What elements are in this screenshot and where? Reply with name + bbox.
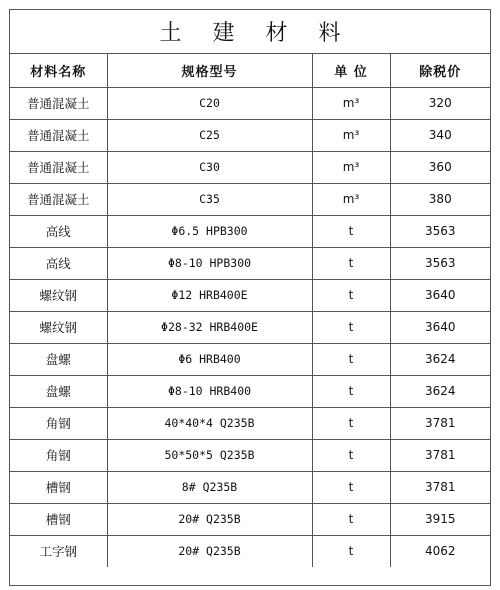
- table-row: [10, 311, 490, 343]
- table-row: [10, 119, 490, 151]
- cell-spec: Φ6.5 HPB300: [107, 215, 312, 247]
- cell-price: 320: [390, 87, 490, 119]
- cell-price: 3781: [390, 471, 490, 503]
- header-row: [10, 54, 490, 87]
- header-unit: 单 位: [312, 54, 390, 87]
- cell-price: 3781: [390, 439, 490, 471]
- cell-price: 4062: [424, 544, 456, 559]
- cell-spec: C20: [107, 87, 312, 119]
- cell-spec: Φ8-10 HRB400: [107, 375, 312, 407]
- cell-unit: m³: [312, 151, 390, 183]
- cell-unit: t: [312, 439, 390, 471]
- cell-material-name: 角钢: [10, 439, 107, 471]
- cell-spec: 8# Q235B: [107, 471, 312, 503]
- cell-unit: t: [312, 407, 390, 439]
- cell-material-name: 槽钢: [10, 503, 107, 535]
- cell-spec: C35: [107, 183, 312, 215]
- cell-price: 380: [390, 183, 490, 215]
- table-row: [10, 151, 490, 183]
- cell-spec: C25: [107, 119, 312, 151]
- table-row: [10, 471, 490, 503]
- cell-unit: t: [312, 503, 390, 535]
- table-row: [10, 535, 490, 567]
- table-row: [10, 87, 490, 119]
- cell-price: 3640: [390, 311, 490, 343]
- cell-spec: 20# Q235B: [107, 503, 312, 535]
- cell-unit: t: [312, 535, 390, 567]
- cell-unit: t: [312, 311, 390, 343]
- cell-spec: C30: [107, 151, 312, 183]
- cell-material-name: 盘螺: [10, 343, 107, 375]
- cell-unit: m³: [312, 87, 390, 119]
- cell-price: 3640: [390, 279, 490, 311]
- price-table-sheet: [9, 9, 491, 586]
- cell-material-name: 工字钢: [10, 535, 107, 567]
- table-row: [10, 183, 490, 215]
- table-row: [10, 439, 490, 471]
- header-spec: 规格型号: [107, 54, 312, 87]
- cell-spec: Φ12 HRB400E: [107, 279, 312, 311]
- cell-price: 3624: [390, 375, 490, 407]
- cell-price: 3781: [390, 407, 490, 439]
- table-row: [10, 279, 490, 311]
- cell-spec: Φ28-32 HRB400E: [107, 311, 312, 343]
- table-row: [10, 407, 490, 439]
- table-row: [10, 247, 490, 279]
- table-title: 土 建 材 料: [10, 10, 490, 54]
- table-row: [10, 375, 490, 407]
- table-row: [10, 215, 490, 247]
- cell-price: 3624: [390, 343, 490, 375]
- cell-material-name: 盘螺: [10, 375, 107, 407]
- cell-spec: 20# Q235B: [107, 535, 312, 567]
- cell-unit: m³: [312, 119, 390, 151]
- cell-price: 3915: [390, 503, 490, 535]
- cell-unit: t: [312, 375, 390, 407]
- cell-material-name: 螺纹钢: [10, 279, 107, 311]
- materials-table: [10, 54, 490, 567]
- cell-unit: t: [312, 343, 390, 375]
- cell-spec: Φ6 HRB400: [107, 343, 312, 375]
- cell-price: 3563: [390, 215, 490, 247]
- cell-material-name: 普通混凝土: [10, 119, 107, 151]
- cell-price: 3563: [390, 247, 490, 279]
- cell-spec: 40*40*4 Q235B: [107, 407, 312, 439]
- cell-material-name: 螺纹钢: [10, 311, 107, 343]
- header-material-name: 材料名称: [10, 54, 107, 87]
- cell-material-name: 高线: [10, 247, 107, 279]
- cell-material-name: 普通混凝土: [10, 183, 107, 215]
- cell-unit: t: [312, 247, 390, 279]
- cell-material-name: 普通混凝土: [10, 87, 107, 119]
- cell-material-name: 角钢: [10, 407, 107, 439]
- cell-unit: t: [312, 215, 390, 247]
- table-row: [10, 503, 490, 535]
- cell-unit: t: [312, 471, 390, 503]
- cell-unit: t: [312, 279, 390, 311]
- cell-spec: Φ8-10 HPB300: [107, 247, 312, 279]
- cell-unit: m³: [312, 183, 390, 215]
- cell-material-name: 高线: [10, 215, 107, 247]
- cell-spec: 50*50*5 Q235B: [107, 439, 312, 471]
- cell-material-name: 普通混凝土: [10, 151, 107, 183]
- table-row: [10, 343, 490, 375]
- header-price: 除税价: [390, 54, 490, 87]
- cell-material-name: 槽钢: [10, 471, 107, 503]
- cell-price: 360: [390, 151, 490, 183]
- cell-price: 340: [390, 119, 490, 151]
